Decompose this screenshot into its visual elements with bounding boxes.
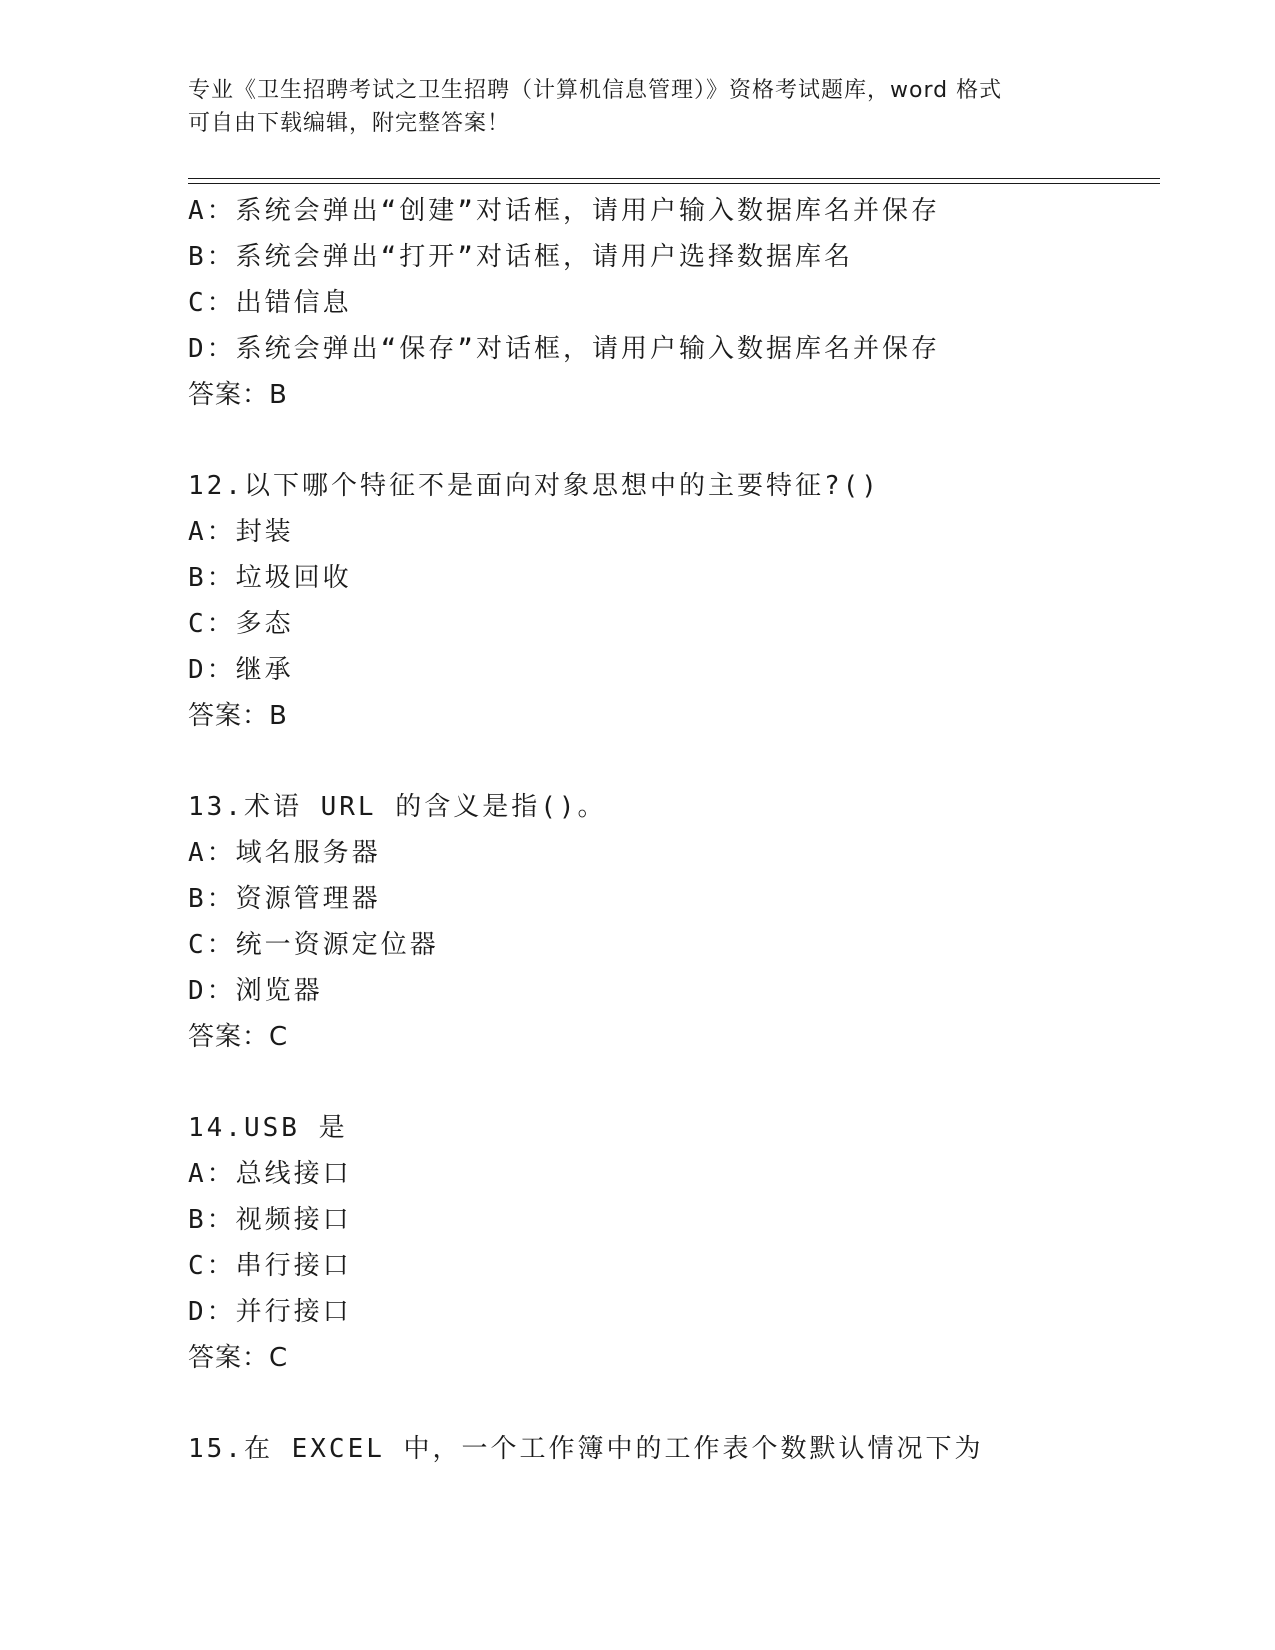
option-d: D：并行接口 (188, 1297, 352, 1327)
answer: 答案：C (188, 1343, 289, 1373)
question-text: 12.以下哪个特征不是面向对象思想中的主要特征?() (188, 471, 880, 501)
question-list (188, 188, 1148, 1472)
header-line-1: 专业《卫生招聘考试之卫生招聘（计算机信息管理）》资格考试题库，word 格式 (188, 78, 1003, 103)
question-text: 15.在 EXCEL 中，一个工作簿中的工作表个数默认情况下为 (188, 1434, 984, 1464)
document-header (188, 74, 1088, 140)
header-divider-top (188, 178, 1160, 179)
option-b: B：视频接口 (188, 1205, 352, 1235)
option-d: D：浏览器 (188, 976, 323, 1006)
header-line-2: 可自由下载编辑，附完整答案！ (188, 111, 511, 136)
question-15 (188, 1426, 1148, 1472)
option-a: A：封装 (188, 517, 294, 547)
answer: 答案：B (188, 701, 288, 731)
question-text: 13.术语 URL 的含义是指()。 (188, 792, 607, 822)
option-d: D：系统会弹出“保存”对话框，请用户输入数据库名并保存 (188, 334, 940, 364)
question-13 (188, 784, 1148, 1060)
question-14 (188, 1105, 1148, 1381)
option-c: C：串行接口 (188, 1251, 352, 1281)
question-11 (188, 188, 1148, 418)
answer: 答案：C (188, 1022, 289, 1052)
option-d: D：继承 (188, 655, 294, 685)
question-text: 14.USB 是 (188, 1113, 348, 1143)
header-divider-bottom (188, 183, 1160, 184)
option-c: C：出错信息 (188, 288, 352, 318)
option-a: A：系统会弹出“创建”对话框，请用户输入数据库名并保存 (188, 196, 940, 226)
option-a: A：域名服务器 (188, 838, 381, 868)
option-b: B：垃圾回收 (188, 563, 352, 593)
question-12 (188, 463, 1148, 739)
option-a: A：总线接口 (188, 1159, 352, 1189)
option-b: B：资源管理器 (188, 884, 381, 914)
option-c: C：统一资源定位器 (188, 930, 439, 960)
answer: 答案：B (188, 380, 288, 410)
option-c: C：多态 (188, 609, 294, 639)
option-b: B：系统会弹出“打开”对话框，请用户选择数据库名 (188, 242, 853, 272)
